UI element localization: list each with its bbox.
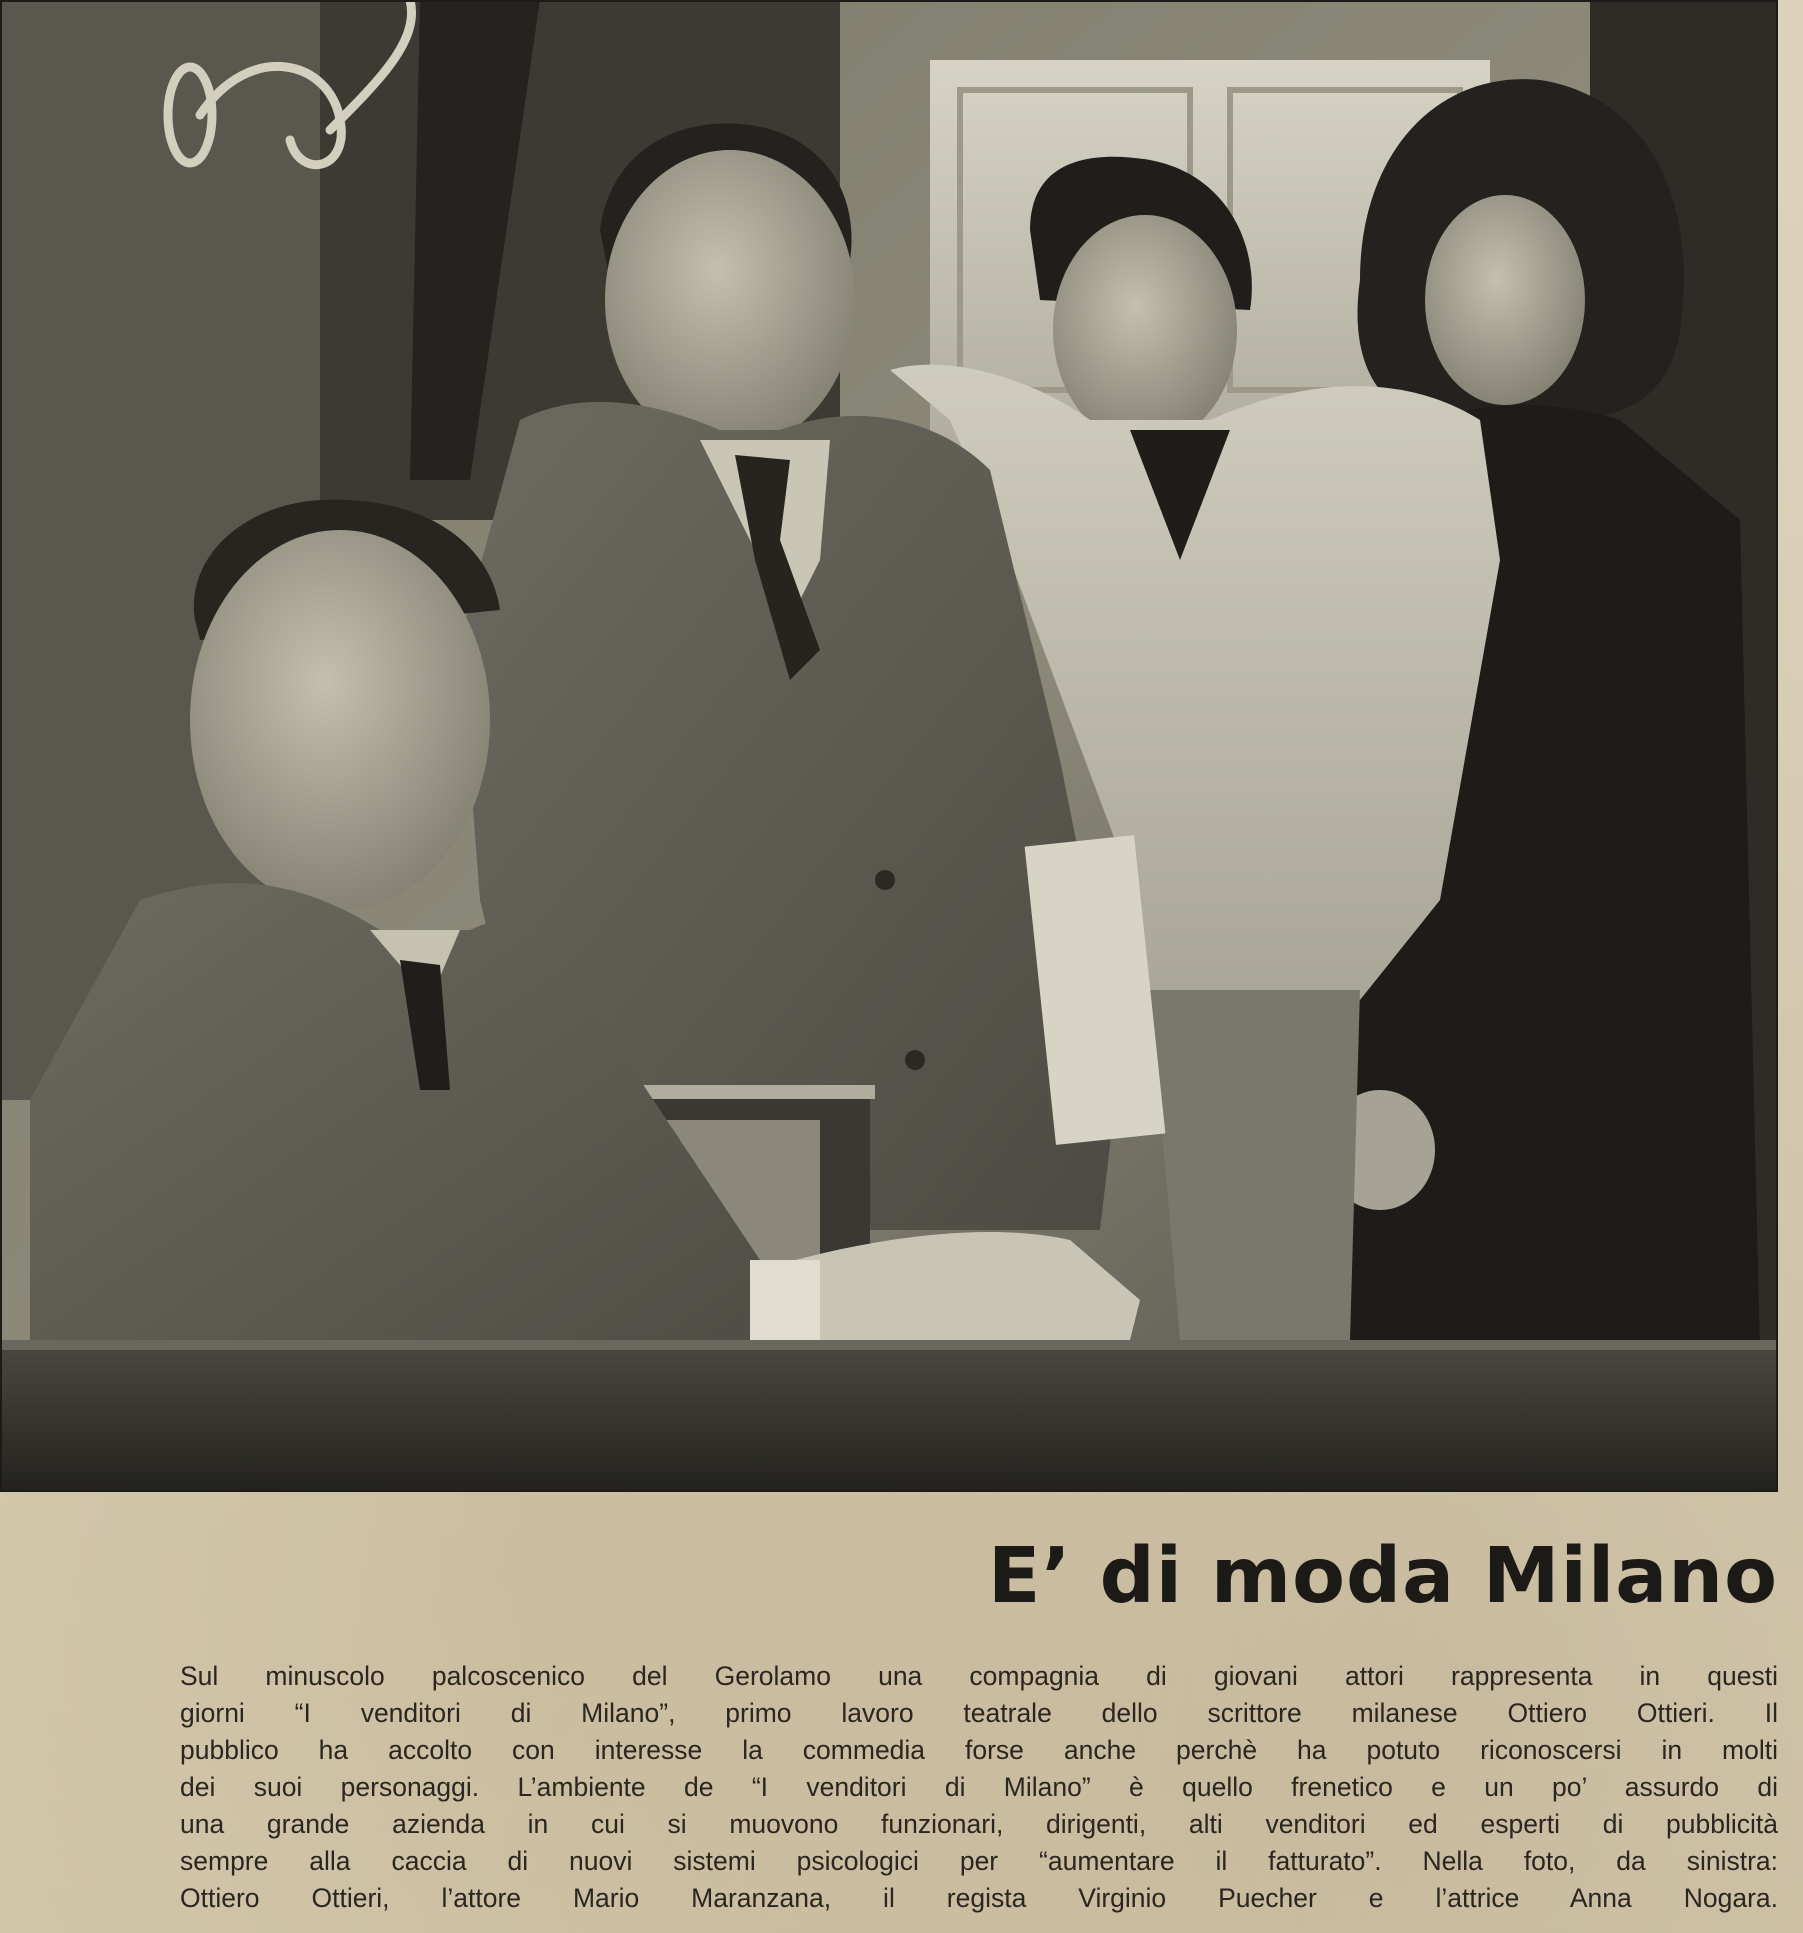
caption-line: Ottiero Ottieri, l’attore Mario Maranzana, il regista Virginio Puecher e l’attrice Anna Nogara. xyxy=(180,1883,1778,1913)
theatre-box-rail xyxy=(0,1345,1778,1492)
caption-line: Sul minuscolo palcoscenico del Gerolamo una compagnia di giovani attori rappresenta in questi xyxy=(180,1661,1778,1691)
caption-line: sempre alla caccia di nuovi sistemi psicologici per “aumentare il fatturato”. Nella foto, da sinistra: xyxy=(180,1846,1778,1876)
caption-line: dei suoi personaggi. L’ambiente de “I venditori di Milano” è quello frenetico e un po’ assurdo di xyxy=(180,1772,1778,1802)
caption-line: giorni “I venditori di Milano”, primo lavoro teatrale dello scrittore milanese Ottiero Ottieri. Il xyxy=(180,1698,1778,1728)
caption-line: pubblico ha accolto con interesse la commedia forse anche perchè ha potuto riconoscersi in molti xyxy=(180,1735,1778,1765)
caption-line: una grande azienda in cui si muovono funzionari, dirigenti, alti venditori ed esperti di pubblicità xyxy=(180,1809,1778,1839)
article-headline: E’ di moda Milano xyxy=(987,1532,1778,1621)
article-caption xyxy=(180,1658,1778,1917)
